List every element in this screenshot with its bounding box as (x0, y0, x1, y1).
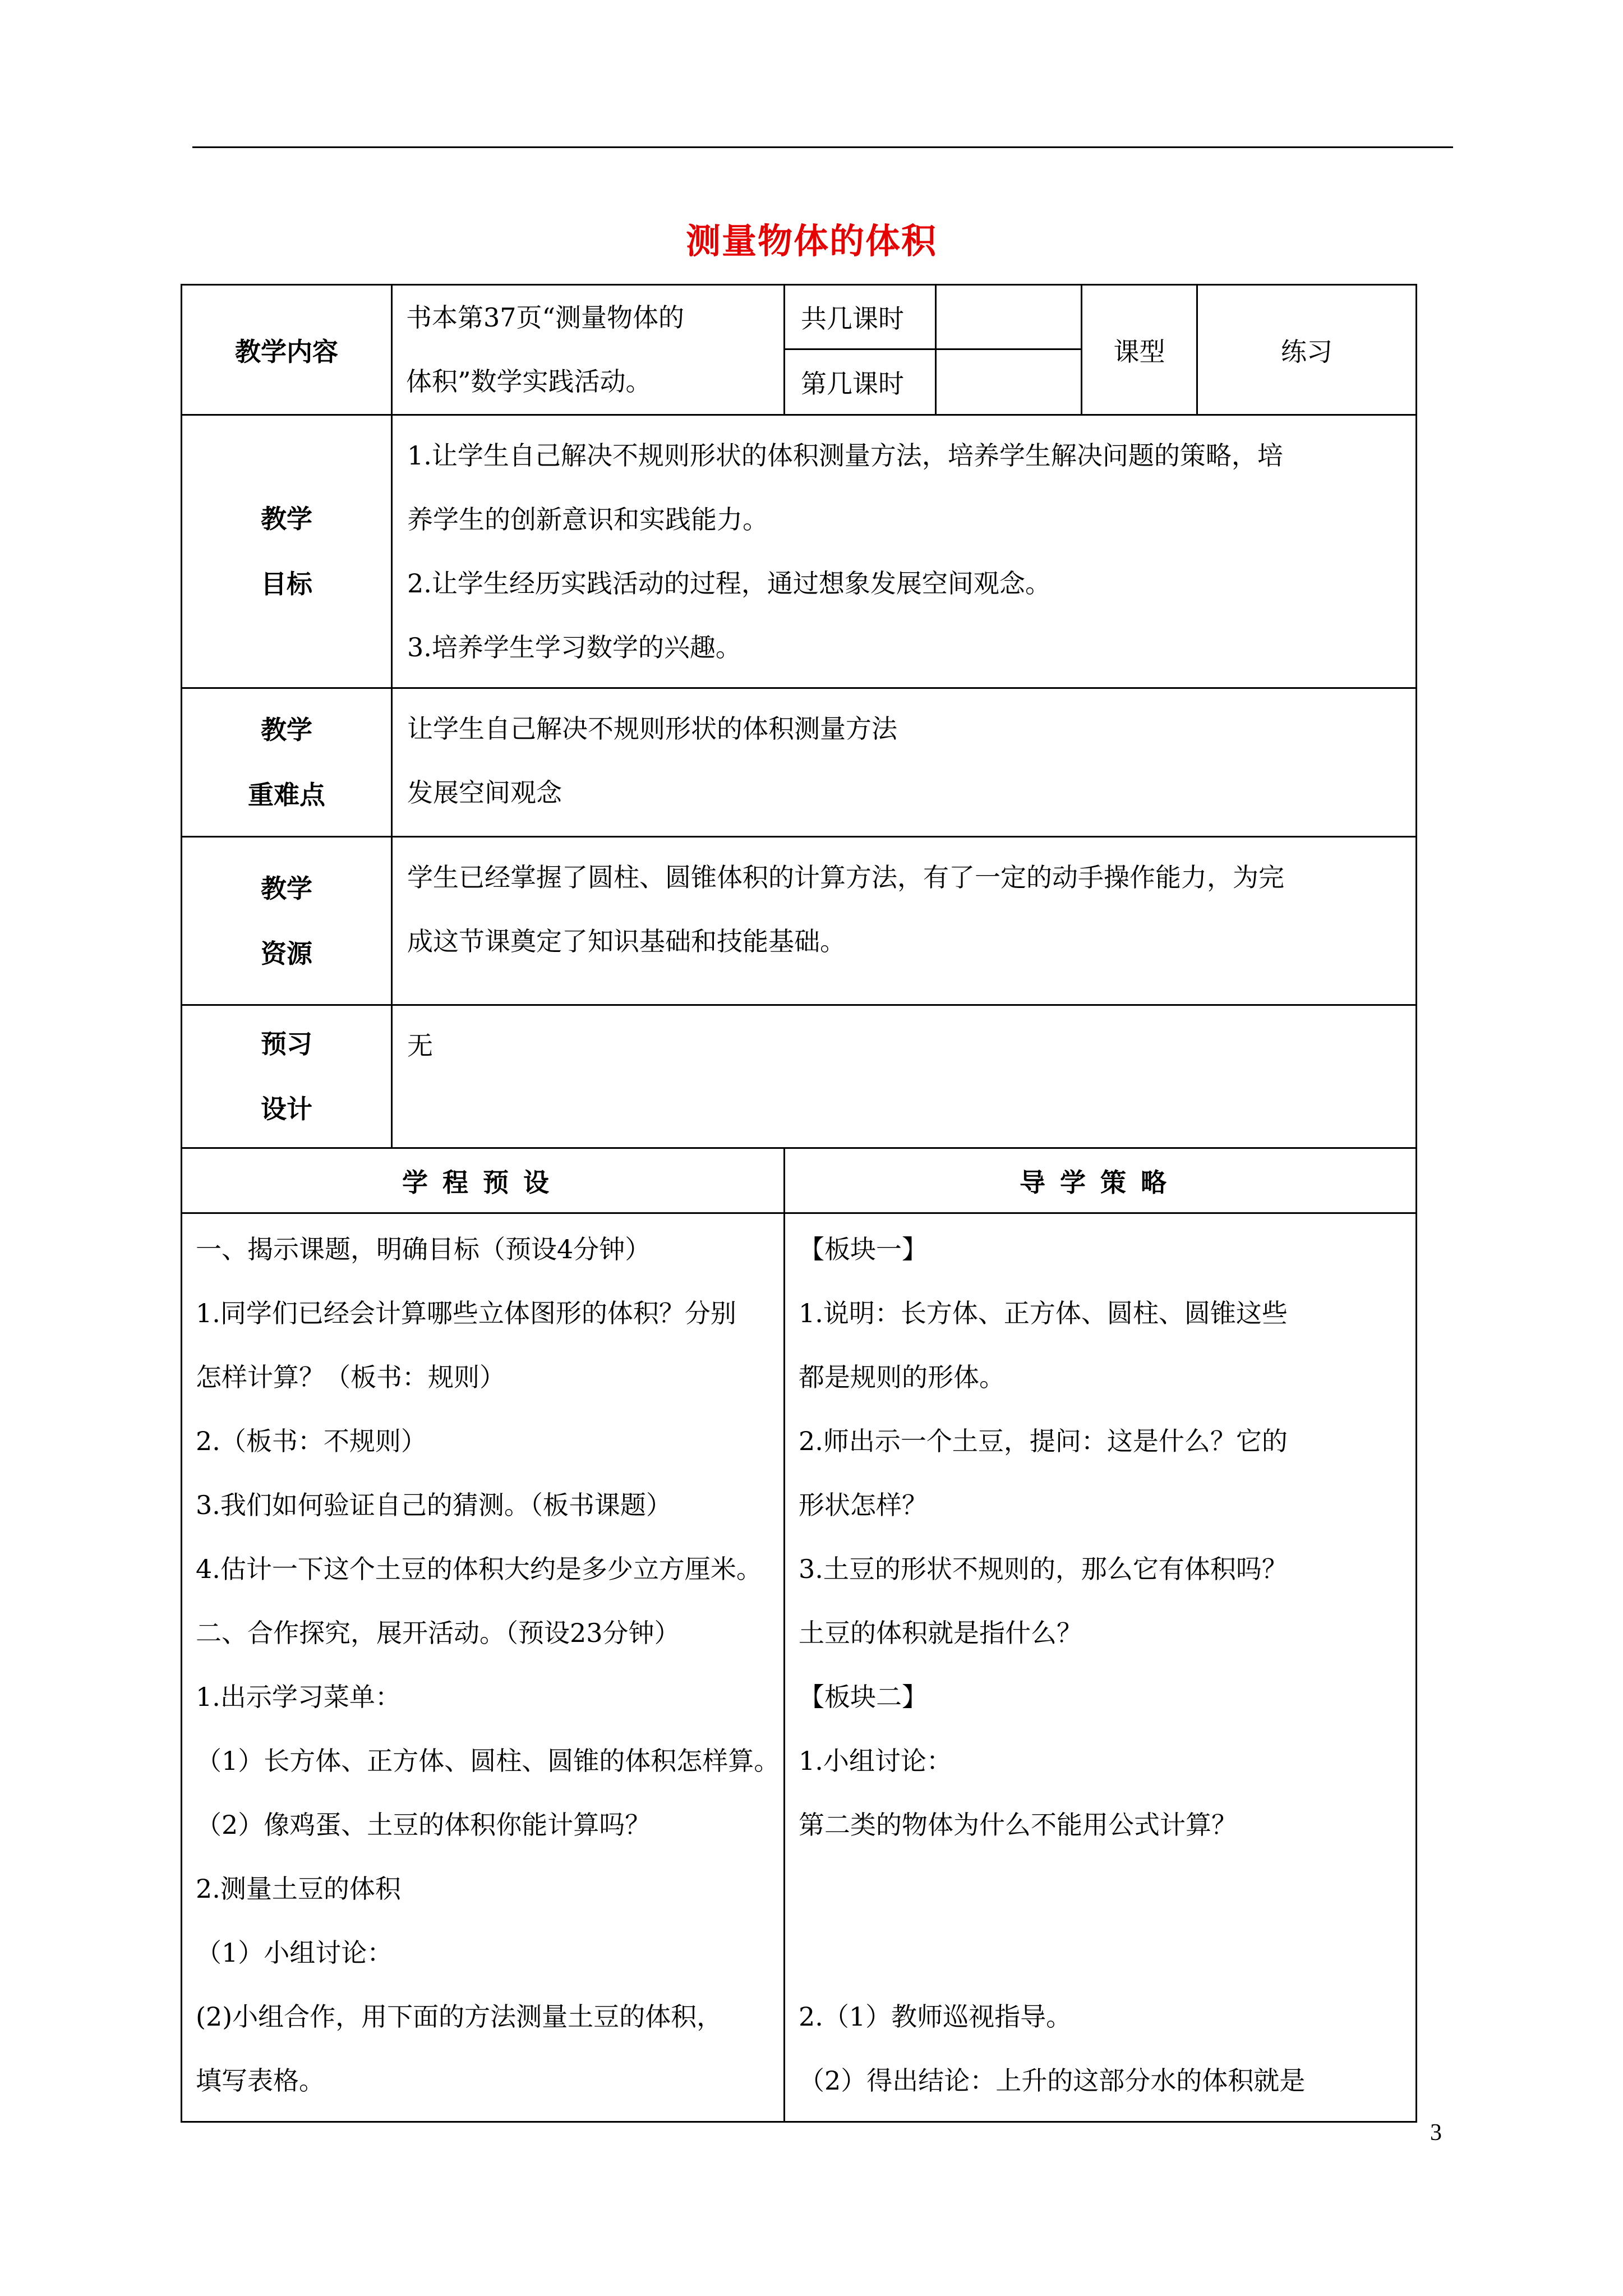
goal-line: 养学生的创新意识和实践能力。 (407, 504, 768, 535)
lesson-plan-table (181, 284, 1417, 2123)
process-line: （1）小组讨论： (196, 1938, 393, 1968)
process-line: 一、揭示课题，明确目标（预设4分钟） (196, 1234, 651, 1264)
process-line: 1.出示学习菜单： (196, 1682, 401, 1712)
resources-text (392, 837, 1417, 1005)
strategy-line: 【板块二】 (799, 1682, 928, 1712)
preview-label (182, 1005, 392, 1148)
strategy-line: 【板块一】 (799, 1234, 928, 1264)
strategy-line-blank (799, 1921, 1404, 1985)
strategy-line: 1.小组讨论： (799, 1746, 952, 1776)
resource-line: 成这节课奠定了知识基础和技能基础。 (407, 926, 846, 956)
goals-text (392, 415, 1417, 688)
preview-value: 无 (392, 1005, 1417, 1148)
key-point-line: 让学生自己解决不规则形状的体积测量方法 (407, 714, 897, 744)
process-line: 2.测量土豆的体积 (196, 1874, 401, 1904)
total-lessons-label: 共几课时 (785, 285, 936, 349)
process-line: 1.同学们已经会计算哪些立体图形的体积？分别 (196, 1298, 736, 1328)
process-line: 怎样计算？（板书：规则） (196, 1362, 505, 1392)
resources-label (182, 837, 392, 1005)
total-lessons-value (936, 285, 1082, 349)
goal-line: 3.培养学生学习数学的兴趣。 (407, 632, 741, 662)
strategy-line: 3.土豆的形状不规则的，那么它有体积吗？ (799, 1554, 1288, 1584)
document-title: 测量物体的体积 (685, 220, 937, 261)
strategy-line: 都是规则的形体。 (799, 1362, 1005, 1392)
resources-label-line: 资源 (261, 938, 312, 969)
lesson-number-label: 第几课时 (785, 349, 936, 415)
type-value: 练习 (1197, 285, 1417, 415)
strategy-line: 土豆的体积就是指什么？ (799, 1618, 1082, 1648)
process-header: 学程预设 (182, 1148, 785, 1213)
key-points-label-line: 重难点 (248, 780, 325, 810)
process-line: 4.估计一下这个土豆的体积大约是多少立方厘米。 (196, 1554, 762, 1584)
content-label: 教学内容 (182, 285, 392, 415)
page-number: 3 (1430, 2120, 1442, 2146)
strategy-line: （2）得出结论：上升的这部分水的体积就是 (799, 2065, 1306, 2096)
process-line: 二、合作探究，展开活动。（预设23分钟） (196, 1618, 680, 1648)
strategy-line: 2.（1）教师巡视指导。 (799, 2001, 1072, 2032)
process-line: 3.我们如何验证自己的猜测。（板书课题） (196, 1490, 672, 1520)
key-points-text (392, 688, 1417, 837)
key-points-label (182, 688, 392, 837)
resource-line: 学生已经掌握了圆柱、圆锥体积的计算方法，有了一定的动手操作能力，为完 (407, 862, 1284, 892)
content-value (392, 285, 785, 415)
goals-label-line: 教学 (261, 504, 312, 534)
goals-label-line: 目标 (261, 569, 312, 599)
process-line: 2.（板书：不规则） (196, 1426, 427, 1456)
process-line: （1）长方体、正方体、圆柱、圆锥的体积怎样算。 (196, 1746, 780, 1776)
strategy-column (785, 1213, 1417, 2122)
process-line: （2）像鸡蛋、土豆的体积你能计算吗？ (196, 1810, 651, 1840)
content-line: 体积”数学实践活动。 (406, 366, 652, 397)
resources-label-line: 教学 (261, 873, 312, 904)
content-line: 书本第37页“测量物体的 (406, 302, 685, 333)
process-line: (2)小组合作，用下面的方法测量土豆的体积， (196, 2001, 723, 2032)
strategy-line-blank (799, 1857, 1404, 1921)
process-line: 填写表格。 (196, 2065, 325, 2096)
header-rule (192, 146, 1453, 148)
goal-line: 1.让学生自己解决不规则形状的体积测量方法，培养学生解决问题的策略，培 (407, 440, 1283, 471)
goals-label (182, 415, 392, 688)
process-column (182, 1213, 785, 2122)
strategy-line: 2.师出示一个土豆，提问：这是什么？它的 (799, 1426, 1288, 1456)
strategy-header: 导学策略 (785, 1148, 1417, 1213)
key-point-line: 发展空间观念 (407, 777, 562, 808)
lesson-number-value (936, 349, 1082, 415)
strategy-line: 第二类的物体为什么不能用公式计算？ (799, 1810, 1237, 1840)
preview-label-line: 预习 (261, 1029, 312, 1059)
preview-label-line: 设计 (261, 1094, 312, 1124)
goal-line: 2.让学生经历实践活动的过程，通过想象发展空间观念。 (407, 568, 1051, 599)
strategy-line: 1.说明：长方体、正方体、圆柱、圆锥这些 (799, 1298, 1288, 1328)
key-points-label-line: 教学 (261, 715, 312, 745)
strategy-line: 形状怎样？ (799, 1490, 928, 1520)
type-label: 课型 (1082, 285, 1197, 415)
